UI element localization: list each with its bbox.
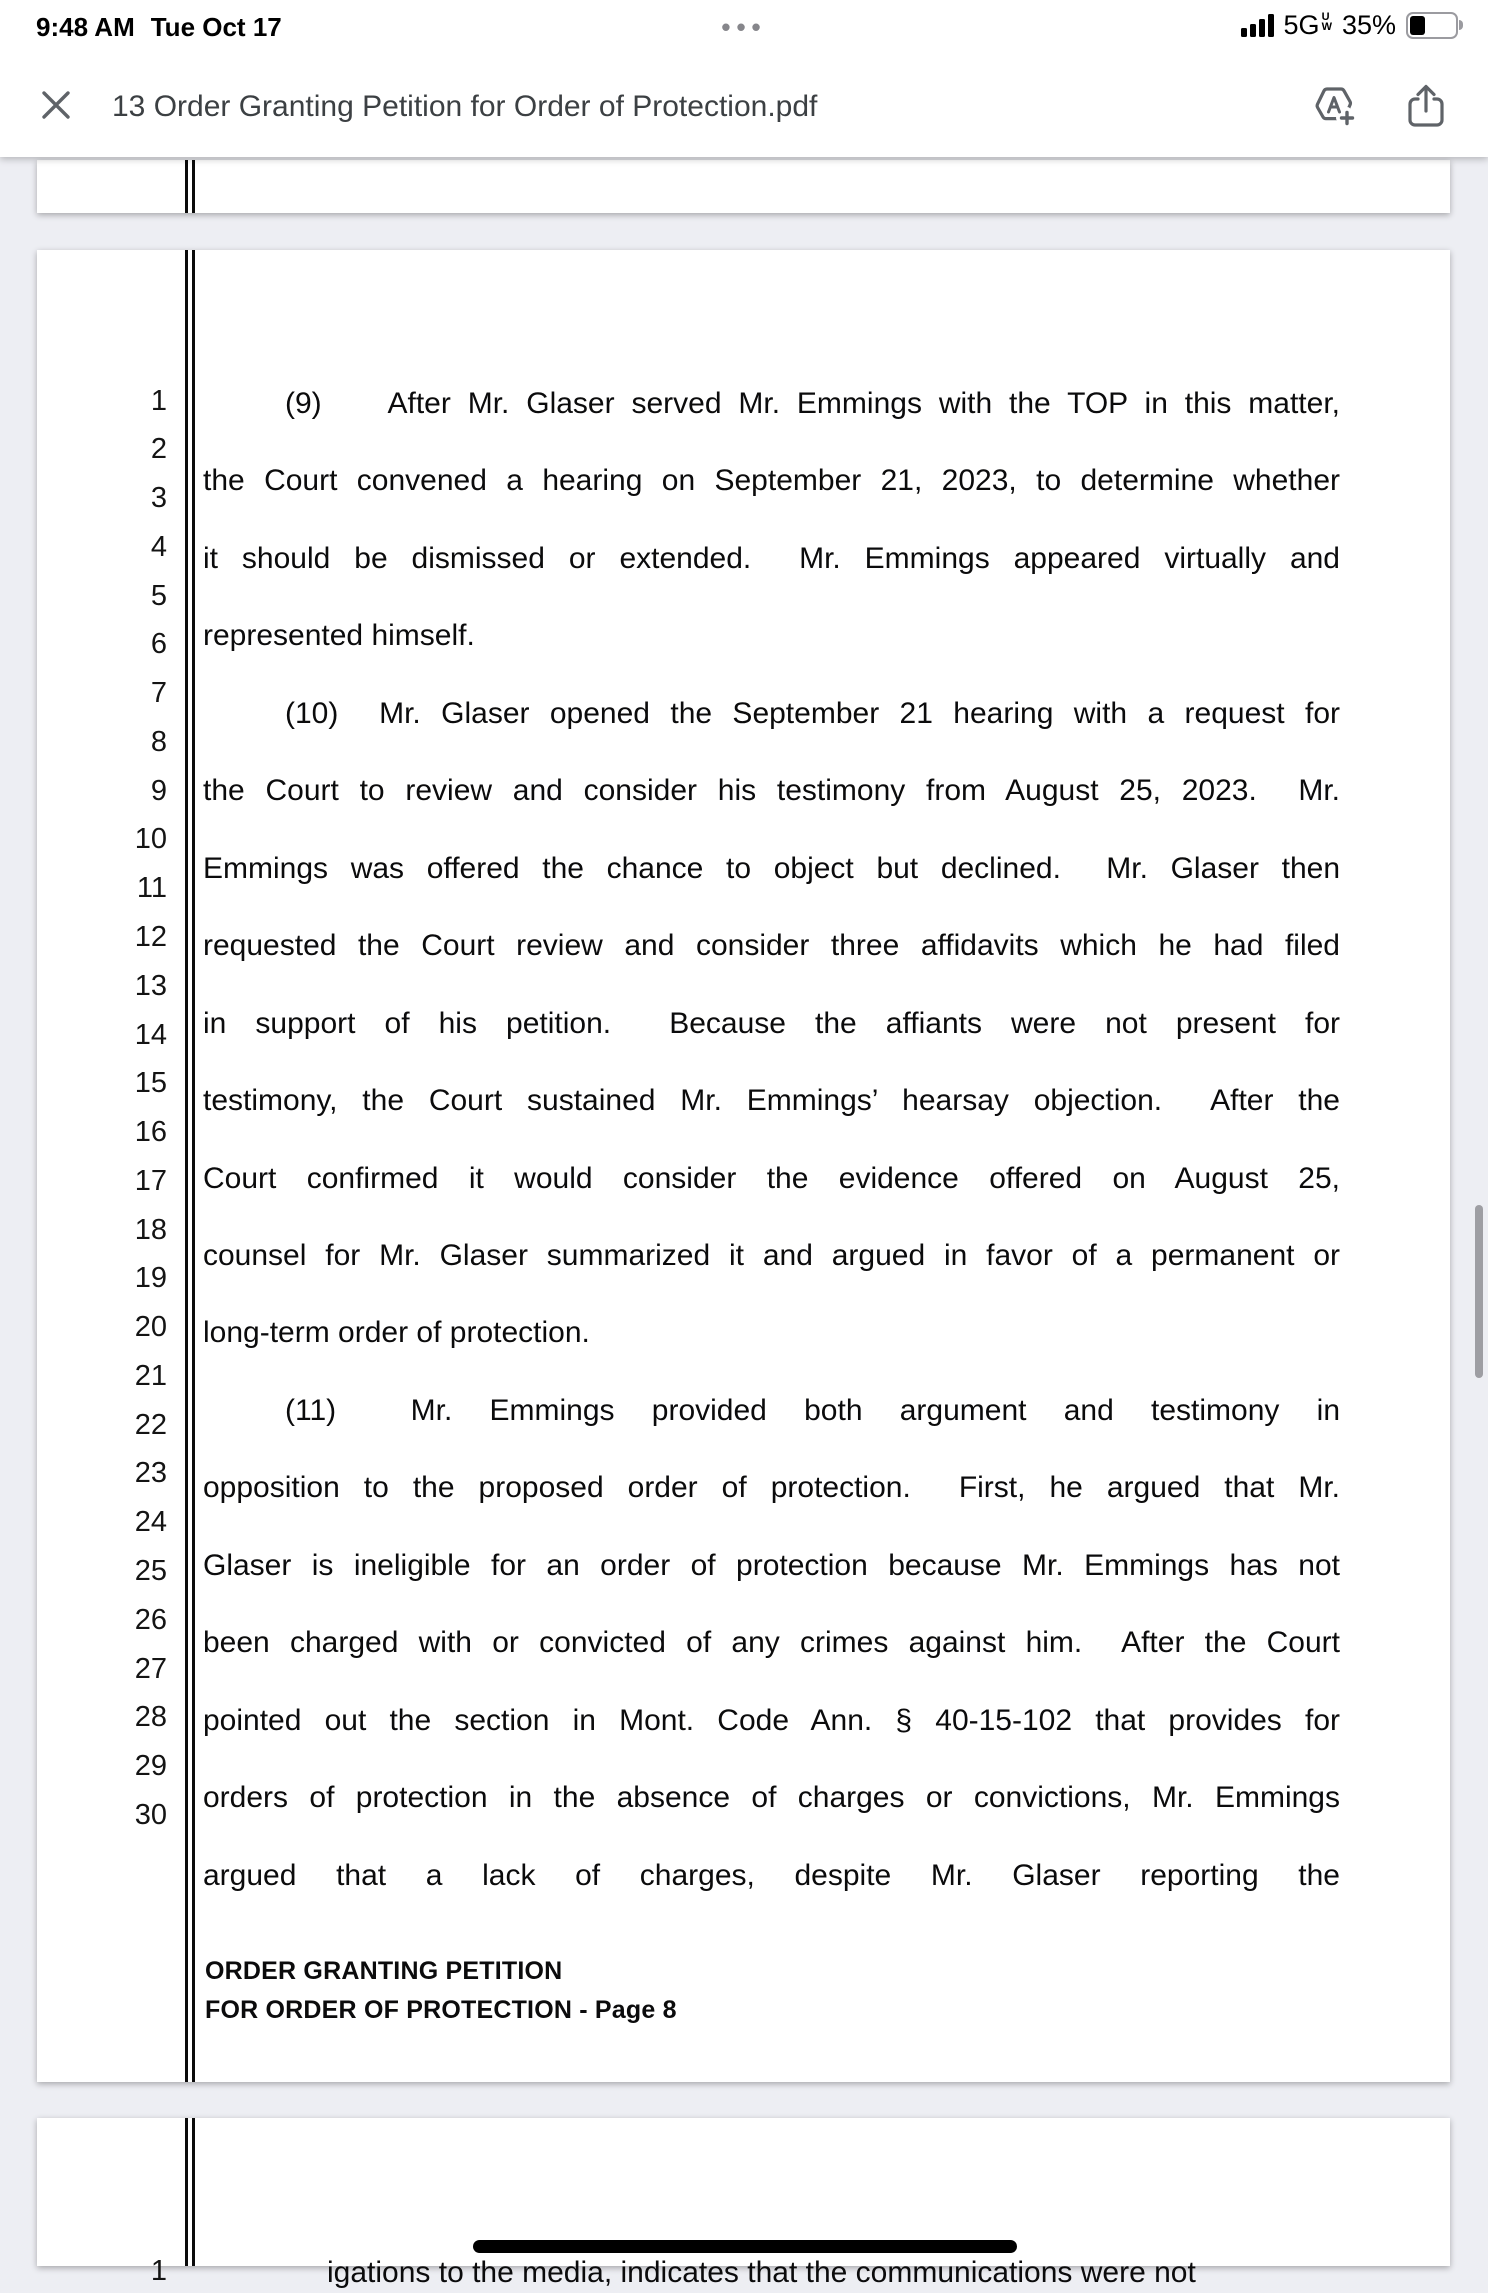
pleading-text-line: orders of protection in the absence of charges or convictions, Mr. Emmings: [203, 1781, 1340, 1815]
scrollbar-thumb[interactable]: [1475, 1205, 1483, 1378]
footer-line-2: FOR ORDER OF PROTECTION - Page 8: [205, 1996, 677, 2024]
line-number: 9: [150, 774, 167, 807]
document-title: 13 Order Granting Petition for Order of Protection.pdf: [112, 90, 818, 123]
battery-nub: [1459, 20, 1463, 30]
signal-bar: [1259, 19, 1265, 37]
line-number: 11: [136, 872, 167, 905]
pleading-text-line: been charged with or convicted of any crimes against him. After the Court: [203, 1626, 1340, 1660]
line-number: 24: [134, 1506, 167, 1539]
line-number: 28: [134, 1701, 167, 1734]
line-number: 23: [134, 1457, 167, 1490]
network-band: U W: [1321, 10, 1332, 33]
line-number: 13: [134, 969, 167, 1002]
pleading-double-rule: [185, 160, 195, 213]
pleading-text-line: counsel for Mr. Glaser summarized it and argued in favor of a permanent or: [203, 1238, 1340, 1272]
line-number: 26: [134, 1603, 167, 1636]
line-number: 22: [134, 1408, 167, 1441]
line-number: 16: [134, 1116, 167, 1149]
line-number: 8: [150, 725, 167, 758]
line-number: 18: [134, 1213, 167, 1246]
line-number: 27: [134, 1652, 167, 1685]
line-number: 14: [134, 1018, 167, 1051]
signal-bar: [1241, 28, 1247, 37]
page-footer: [205, 1952, 677, 2030]
date: Tue Oct 17: [150, 12, 282, 42]
network-label: [1283, 9, 1332, 40]
pleading-text-line: in support of his petition. Because the affiants were not present for: [203, 1006, 1340, 1040]
line-number: 20: [134, 1311, 167, 1344]
line-number: 5: [150, 579, 167, 612]
line-number: 17: [134, 1164, 167, 1197]
pdf-page-9-partial: [37, 2118, 1450, 2289]
pleading-double-rule: [185, 250, 195, 2082]
annotate-plus-icon: [1310, 82, 1358, 130]
line-number: 29: [134, 1750, 167, 1783]
pleading-text-line: opposition to the proposed order of protection. First, he argued that Mr.: [203, 1471, 1340, 1505]
battery-fill: [1410, 16, 1425, 35]
line-number: 6: [150, 628, 167, 661]
app-header: [0, 0, 1488, 157]
pleading-text-line: represented himself.: [203, 619, 475, 653]
redaction-bar: [473, 2240, 1017, 2253]
focus-dots-icon: •••: [721, 12, 767, 42]
signal-bar: [1268, 14, 1274, 37]
pleading-text-line: requested the Court review and consider three affidavits which he had filed: [203, 929, 1340, 963]
battery-icon: [1406, 12, 1458, 39]
share-icon: [1404, 82, 1448, 130]
pleading-text-line: the Court to review and consider his testimony from August 25, 2023. Mr.: [203, 774, 1340, 808]
pleading-text-line: (11) Mr. Emmings provided both argument and testimony in: [285, 1393, 1340, 1427]
share-button[interactable]: [1404, 82, 1452, 130]
line-number: 25: [134, 1554, 167, 1587]
pleading-text-line: Emmings was offered the chance to object but declined. Mr. Glaser then: [203, 851, 1340, 885]
pdf-page-8: [37, 250, 1450, 2082]
clipped-text-line: igations to the media, indicates that the communications were not: [327, 2256, 1196, 2289]
pleading-text-line: long-term order of protection.: [203, 1316, 590, 1350]
line-number: 12: [134, 920, 167, 953]
line-number: 4: [150, 530, 167, 563]
line-number: 3: [150, 482, 167, 515]
cell-signal-icon: [1241, 14, 1274, 37]
line-number: 10: [134, 823, 167, 856]
footer-line-1: ORDER GRANTING PETITION: [205, 1957, 563, 1985]
status-right-cluster: [1241, 10, 1458, 40]
line-number: 1: [150, 384, 167, 417]
close-icon: [36, 85, 76, 125]
line-number: 15: [134, 1067, 167, 1100]
line-number: 19: [134, 1262, 167, 1295]
pleading-text-line: Glaser is ineligible for an order of protection because Mr. Emmings has not: [203, 1548, 1340, 1582]
line-number: 30: [134, 1798, 167, 1831]
pleading-text-line: it should be dismissed or extended. Mr. Emmings appeared virtually and: [203, 541, 1340, 575]
pleading-text-line: pointed out the section in Mont. Code Ann. § 40-15-102 that provides for: [203, 1703, 1340, 1737]
line-number: 7: [150, 677, 167, 710]
pleading-text-line: testimony, the Court sustained Mr. Emmings’ hearsay objection. After the: [203, 1084, 1340, 1118]
clock: 9:48 AM: [36, 12, 135, 42]
pleading-double-rule: [185, 2118, 195, 2266]
network-type: 5G: [1283, 9, 1320, 40]
markup-button[interactable]: [1310, 82, 1358, 130]
signal-bar: [1250, 24, 1256, 37]
close-button[interactable]: [36, 85, 76, 125]
line-number: 1: [150, 2255, 167, 2287]
battery-percent: 35%: [1341, 9, 1396, 40]
pleading-text-line: (10) Mr. Glaser opened the September 21 hearing with a request for: [285, 696, 1340, 730]
line-number: 2: [150, 433, 167, 466]
pleading-text-line: the Court convened a hearing on September 21, 2023, to determine whether: [203, 464, 1340, 498]
line-number: 21: [134, 1359, 167, 1392]
page-fragment-previous: [37, 160, 1450, 213]
pleading-text-line: (9) After Mr. Glaser served Mr. Emmings with the TOP in this matter,: [285, 387, 1340, 420]
pleading-text-line: argued that a lack of charges, despite Mr. Glaser reporting the: [203, 1858, 1340, 1892]
pleading-text-line: Court confirmed it would consider the evidence offered on August 25,: [203, 1161, 1340, 1195]
